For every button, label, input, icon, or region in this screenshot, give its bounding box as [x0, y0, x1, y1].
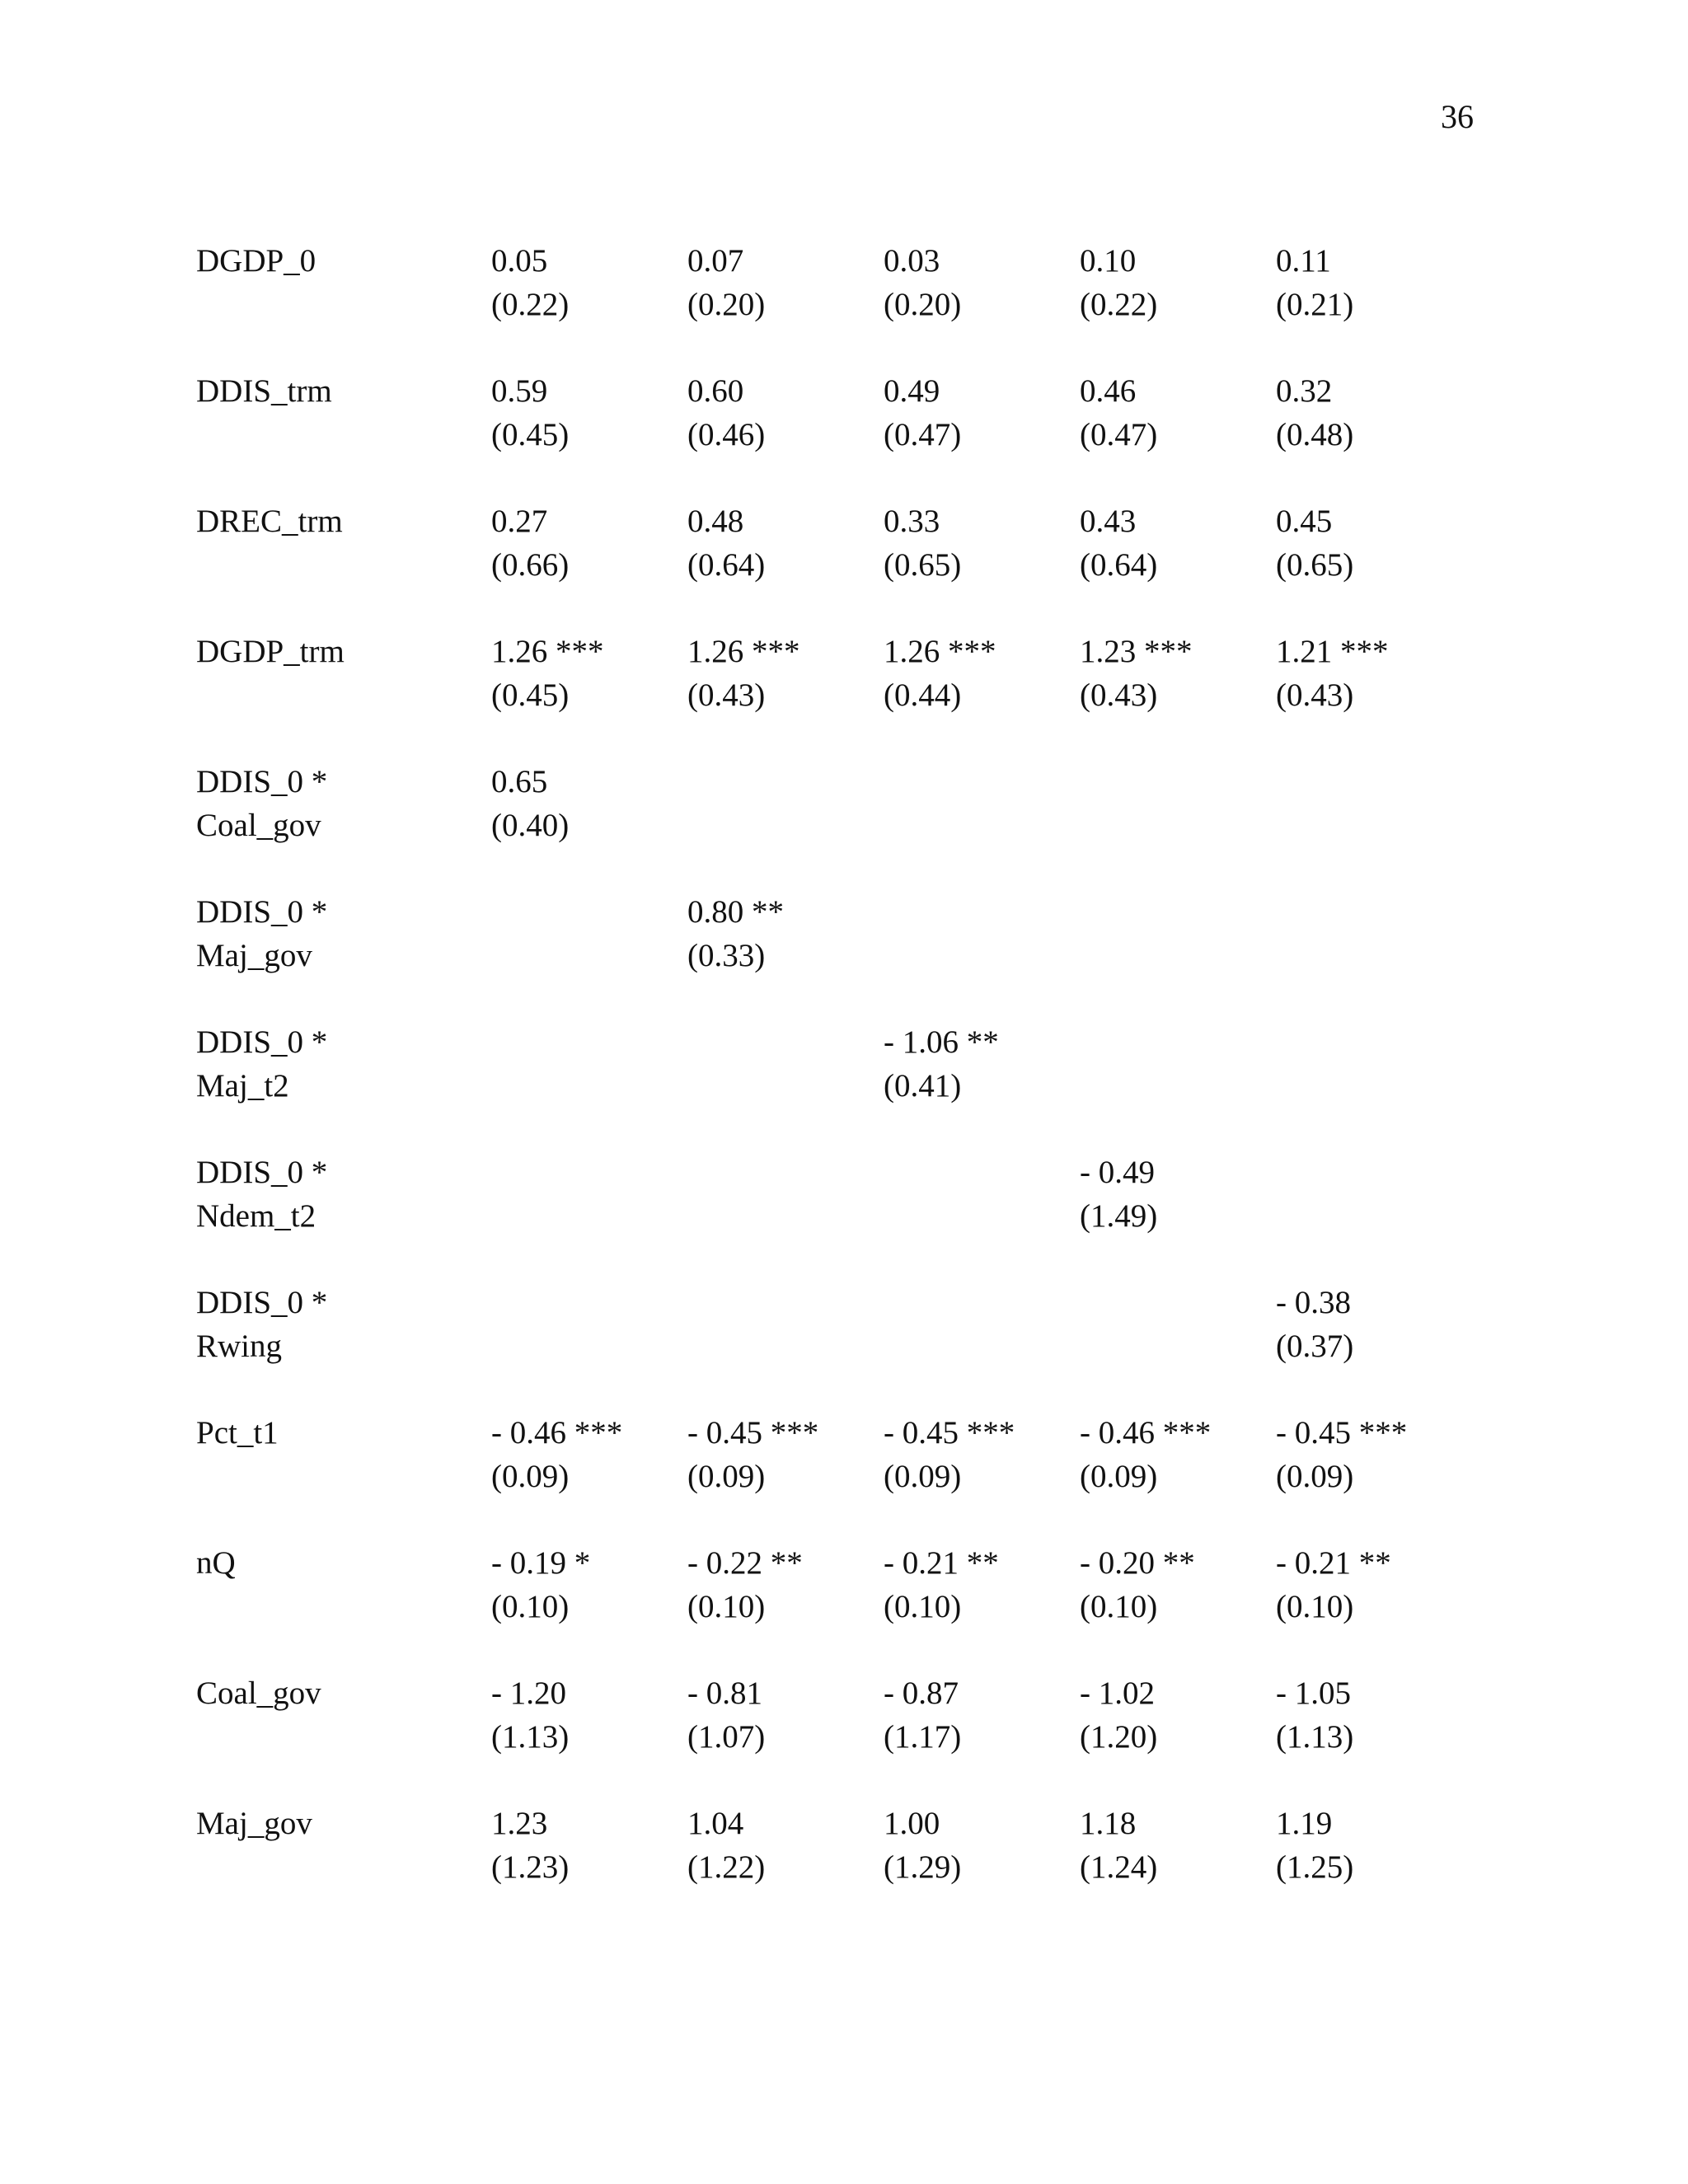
coefficient: 0.48	[687, 504, 744, 539]
standard-error: (0.45)	[491, 417, 570, 452]
coefficient: 0.11	[1276, 243, 1331, 279]
table-cell	[1080, 239, 1157, 326]
standard-error: (0.64)	[687, 547, 766, 583]
coefficient: 0.80 **	[687, 894, 784, 930]
standard-error: (0.43)	[687, 677, 766, 713]
row-label	[196, 760, 476, 847]
standard-error: (0.09)	[884, 1459, 962, 1494]
table-cell	[491, 760, 569, 847]
coefficient: - 0.38	[1276, 1285, 1351, 1320]
table-cell	[491, 1411, 622, 1498]
coefficient: 1.04	[687, 1806, 744, 1841]
row-label	[196, 630, 476, 673]
standard-error: (0.47)	[1080, 417, 1158, 452]
standard-error: (0.10)	[491, 1589, 570, 1624]
page-number: 36	[1441, 98, 1474, 135]
table-cell	[491, 630, 604, 717]
standard-error: (0.20)	[687, 287, 766, 322]
standard-error: (1.20)	[1080, 1719, 1158, 1755]
coefficient: - 0.45 ***	[884, 1415, 1015, 1451]
standard-error: (0.20)	[884, 287, 962, 322]
standard-error: (0.09)	[687, 1459, 766, 1494]
row-label-line: DDIS_0 *	[196, 894, 328, 930]
coefficient: 0.65	[491, 764, 548, 799]
table-row	[196, 1541, 1482, 1671]
standard-error: (0.09)	[491, 1459, 570, 1494]
row-label-line: Coal_gov	[196, 808, 321, 843]
regression-table	[196, 239, 1482, 1932]
table-cell	[884, 1802, 961, 1889]
standard-error: (0.33)	[687, 938, 766, 973]
coefficient: 1.26 ***	[491, 634, 604, 669]
table-cell	[1276, 499, 1353, 587]
table-cell	[1080, 1671, 1157, 1759]
row-label-line: DDIS_trm	[196, 373, 332, 409]
row-label-line: Maj_gov	[196, 1806, 312, 1841]
row-label	[196, 1541, 476, 1585]
row-label-line: Rwing	[196, 1329, 283, 1364]
coefficient: - 0.45 ***	[687, 1415, 819, 1451]
table-row	[196, 1020, 1482, 1151]
coefficient: 0.33	[884, 504, 940, 539]
table-cell	[884, 1020, 999, 1108]
standard-error: (0.47)	[884, 417, 962, 452]
table-cell	[884, 1411, 1015, 1498]
standard-error: (0.09)	[1276, 1459, 1354, 1494]
table-cell	[1080, 499, 1157, 587]
standard-error: (0.22)	[1080, 287, 1158, 322]
coefficient: - 0.81	[687, 1675, 762, 1711]
table-cell	[884, 369, 961, 457]
row-label-line: Maj_t2	[196, 1068, 289, 1104]
coefficient: 1.18	[1080, 1806, 1137, 1841]
standard-error: (0.10)	[884, 1589, 962, 1624]
coefficient: 1.26 ***	[884, 634, 996, 669]
table-cell	[1276, 1281, 1353, 1368]
table-cell	[1276, 1411, 1407, 1498]
standard-error: (0.66)	[491, 547, 570, 583]
table-cell	[1276, 1671, 1353, 1759]
coefficient: - 0.49	[1080, 1155, 1155, 1190]
coefficient: - 1.20	[491, 1675, 566, 1711]
standard-error: (0.10)	[687, 1589, 766, 1624]
table-row	[196, 239, 1482, 369]
table-row	[196, 1411, 1482, 1541]
table-cell	[491, 1671, 569, 1759]
coefficient: - 1.02	[1080, 1675, 1155, 1711]
coefficient: - 0.20 **	[1080, 1545, 1195, 1581]
coefficient: 0.07	[687, 243, 744, 279]
row-label	[196, 1020, 476, 1108]
row-label	[196, 1411, 476, 1455]
standard-error: (0.21)	[1276, 287, 1354, 322]
coefficient: 0.45	[1276, 504, 1333, 539]
coefficient: - 0.21 **	[884, 1545, 999, 1581]
table-cell	[1276, 1802, 1353, 1889]
table-cell	[1276, 1541, 1391, 1629]
row-label-line: DGDP_trm	[196, 634, 345, 669]
table-cell	[687, 1541, 803, 1629]
table-cell	[1276, 239, 1353, 326]
table-row	[196, 630, 1482, 760]
table-cell	[491, 1802, 569, 1889]
standard-error: (0.65)	[1276, 547, 1354, 583]
standard-error: (0.41)	[884, 1068, 962, 1104]
table-cell	[1080, 369, 1157, 457]
coefficient: - 1.05	[1276, 1675, 1351, 1711]
standard-error: (1.13)	[491, 1719, 570, 1755]
table-row	[196, 1802, 1482, 1932]
coefficient: - 0.46 ***	[1080, 1415, 1212, 1451]
table-cell	[687, 499, 765, 587]
coefficient: 0.60	[687, 373, 744, 409]
coefficient: 0.59	[491, 373, 548, 409]
table-cell	[884, 1541, 999, 1629]
coefficient: 1.21 ***	[1276, 634, 1389, 669]
standard-error: (0.10)	[1080, 1589, 1158, 1624]
coefficient: 0.49	[884, 373, 940, 409]
row-label	[196, 1281, 476, 1368]
row-label-line: nQ	[196, 1545, 236, 1581]
row-label	[196, 369, 476, 413]
standard-error: (0.37)	[1276, 1329, 1354, 1364]
row-label	[196, 499, 476, 543]
standard-error: (0.43)	[1276, 677, 1354, 713]
standard-error: (0.44)	[884, 677, 962, 713]
table-row	[196, 1281, 1482, 1411]
standard-error: (0.10)	[1276, 1589, 1354, 1624]
table-cell	[687, 1411, 818, 1498]
row-label-line: DDIS_0 *	[196, 764, 328, 799]
table-row	[196, 890, 1482, 1020]
coefficient: 1.19	[1276, 1806, 1333, 1841]
table-row	[196, 760, 1482, 890]
table-cell	[687, 369, 765, 457]
table-cell	[491, 499, 569, 587]
table-cell	[1080, 1541, 1195, 1629]
coefficient: - 1.06 **	[884, 1024, 999, 1060]
standard-error: (0.40)	[491, 808, 570, 843]
table-row	[196, 369, 1482, 499]
coefficient: 0.27	[491, 504, 548, 539]
table-cell	[1276, 630, 1389, 717]
table-cell	[491, 369, 569, 457]
row-label	[196, 239, 476, 283]
coefficient: - 0.46 ***	[491, 1415, 623, 1451]
standard-error: (0.65)	[884, 547, 962, 583]
coefficient: 0.46	[1080, 373, 1137, 409]
table-cell	[687, 239, 765, 326]
row-label	[196, 1671, 476, 1715]
row-label-line: Ndem_t2	[196, 1198, 316, 1234]
standard-error: (1.25)	[1276, 1849, 1354, 1885]
table-cell	[884, 1671, 961, 1759]
table-cell	[491, 239, 569, 326]
table-cell	[1276, 369, 1353, 457]
row-label-line: DDIS_0 *	[196, 1155, 328, 1190]
coefficient: 0.10	[1080, 243, 1137, 279]
standard-error: (0.64)	[1080, 547, 1158, 583]
coefficient: 1.23 ***	[1080, 634, 1193, 669]
table-cell	[1080, 1411, 1211, 1498]
table-cell	[884, 239, 961, 326]
standard-error: (0.43)	[1080, 677, 1158, 713]
coefficient: - 0.21 **	[1276, 1545, 1391, 1581]
coefficient: - 0.45 ***	[1276, 1415, 1408, 1451]
coefficient: 0.03	[884, 243, 940, 279]
table-row	[196, 1151, 1482, 1281]
row-label	[196, 1802, 476, 1845]
standard-error: (1.07)	[687, 1719, 766, 1755]
table-cell	[1080, 1802, 1157, 1889]
row-label-line: DDIS_0 *	[196, 1024, 328, 1060]
table-row	[196, 499, 1482, 630]
row-label-line: DGDP_0	[196, 243, 316, 279]
row-label-line: Coal_gov	[196, 1675, 321, 1711]
standard-error: (0.45)	[491, 677, 570, 713]
coefficient: 0.43	[1080, 504, 1137, 539]
table-cell	[884, 499, 961, 587]
table-cell	[491, 1541, 590, 1629]
row-label	[196, 890, 476, 977]
coefficient: 1.26 ***	[687, 634, 800, 669]
row-label-line: Maj_gov	[196, 938, 312, 973]
standard-error: (1.24)	[1080, 1849, 1158, 1885]
coefficient: - 0.87	[884, 1675, 959, 1711]
table-cell	[687, 890, 784, 977]
row-label-line: DDIS_0 *	[196, 1285, 328, 1320]
row-label	[196, 1151, 476, 1238]
standard-error: (0.48)	[1276, 417, 1354, 452]
standard-error: (1.23)	[491, 1849, 570, 1885]
standard-error: (1.22)	[687, 1849, 766, 1885]
standard-error: (1.13)	[1276, 1719, 1354, 1755]
table-cell	[1080, 630, 1193, 717]
coefficient: 0.32	[1276, 373, 1333, 409]
table-cell	[687, 630, 800, 717]
table-cell	[884, 630, 996, 717]
standard-error: (0.22)	[491, 287, 570, 322]
row-label-line: DREC_trm	[196, 504, 343, 539]
standard-error: (0.09)	[1080, 1459, 1158, 1494]
coefficient: 1.23	[491, 1806, 548, 1841]
table-cell	[1080, 1151, 1157, 1238]
coefficient: - 0.22 **	[687, 1545, 803, 1581]
standard-error: (1.49)	[1080, 1198, 1158, 1234]
coefficient: 0.05	[491, 243, 548, 279]
table-cell	[687, 1802, 765, 1889]
coefficient: 1.00	[884, 1806, 940, 1841]
row-label-line: Pct_t1	[196, 1415, 279, 1451]
standard-error: (1.29)	[884, 1849, 962, 1885]
standard-error: (0.46)	[687, 417, 766, 452]
table-cell	[687, 1671, 765, 1759]
table-row	[196, 1671, 1482, 1802]
coefficient: - 0.19 *	[491, 1545, 591, 1581]
standard-error: (1.17)	[884, 1719, 962, 1755]
